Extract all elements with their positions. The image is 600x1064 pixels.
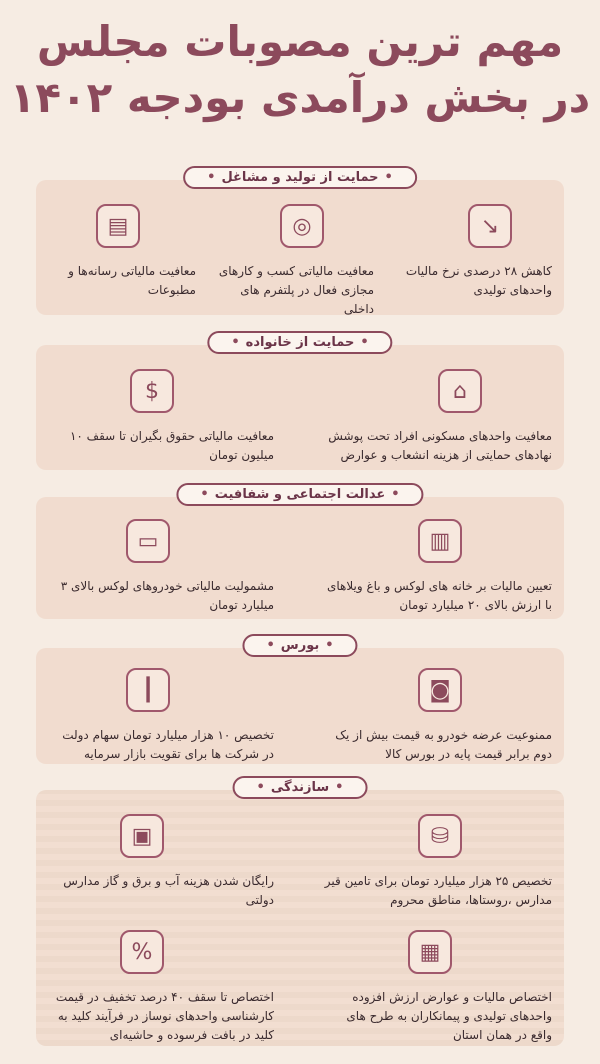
title-line-2: در بخش درآمدی بودجه ۱۴۰۲ xyxy=(9,73,591,123)
section-bourse xyxy=(36,638,564,764)
section-justice xyxy=(36,487,564,619)
list-item: ┃ تخصیص ۱۰ هزار میلیارد تومان سهام دولت در شرکت ها برای تقویت بازار سرمایه xyxy=(49,668,274,764)
section-production xyxy=(36,170,564,317)
discount-icon: % xyxy=(120,930,164,974)
banknotes-icon: ▦ xyxy=(408,930,452,974)
section-label: • حمایت از تولید و مشاغل • xyxy=(183,166,417,189)
candlestick-icon: ┃ xyxy=(126,668,170,712)
list-item: ⛁ تخصیص ۲۵ هزار میلیارد تومان برای تامین قیر مدارس ،روستاها، مناطق محروم xyxy=(322,814,552,910)
section-label: • عدالت اجتماعی و شفافیت • xyxy=(176,483,423,506)
list-item: ▦ اختصاص مالیات و عوارض ارزش افزوده واحدهای تولیدی و پیمانکاران به طرح های واقع در همان استان xyxy=(322,930,552,1046)
list-item: ▤ معافیت مالیاتی رسانه‌ها و مطبوعات xyxy=(46,204,196,300)
section-label: • بورس • xyxy=(242,634,357,657)
list-item: ↘ کاهش ۲۸ درصدی نرخ مالیات واحدهای تولیدی xyxy=(392,204,552,300)
page-title xyxy=(0,18,600,123)
coins-icon: ◎ xyxy=(280,204,324,248)
list-item: $ معافیت مالیاتی حقوق بگیران تا سقف ۱۰ میلیون تومان xyxy=(49,369,274,465)
cash-icon: ▣ xyxy=(120,814,164,858)
section-construction xyxy=(36,780,564,1046)
arrow-down-icon: ↘ xyxy=(468,204,512,248)
list-item: % اختصاص تا سقف ۴۰ درصد تخفیف در قیمت کارشناسی واحدهای نوساز در فرآیند کلید به کلید در بافت فرسوده و حاشیه‌ای xyxy=(49,930,274,1046)
money-hand-icon: $ xyxy=(130,369,174,413)
list-item: ▣ رایگان شدن هزینه آب و برق و گاز مدارس دولتی xyxy=(49,814,274,910)
title-line-1: مهم ترین مصوبات مجلس xyxy=(36,17,564,66)
oil-barrel-icon: ⛁ xyxy=(418,814,462,858)
section-family xyxy=(36,335,564,470)
list-item: ◙ ممنوعیت عرضه خودرو به قیمت بیش از یک دوم برابر قیمت پایه در بورس کالا xyxy=(322,668,552,764)
car-front-icon: ◙ xyxy=(418,668,462,712)
house-icon: ⌂ xyxy=(438,369,482,413)
list-item: ▥ تعیین مالیات بر خانه های لوکس و باغ ویلاهای با ارزش بالای ۲۰ میلیارد تومان xyxy=(322,519,552,615)
car-icon: ▭ xyxy=(126,519,170,563)
book-icon: ▤ xyxy=(96,204,140,248)
section-label: • حمایت از خانواده • xyxy=(207,331,392,354)
list-item: ▭ مشمولیت مالیاتی خودروهای لوکس بالای ۳ میلیارد تومان xyxy=(49,519,274,615)
list-item: ◎ معافیت مالیاتی کسب و کارهای مجازی فعال در پلتفرم های داخلی xyxy=(214,204,374,320)
section-label: • سازندگی • xyxy=(233,776,368,799)
villa-icon: ▥ xyxy=(418,519,462,563)
list-item: ⌂ معافیت واحدهای مسکونی افراد تحت پوشش نهادهای حمایتی از هزینه انشعاب و عوارض xyxy=(322,369,552,465)
